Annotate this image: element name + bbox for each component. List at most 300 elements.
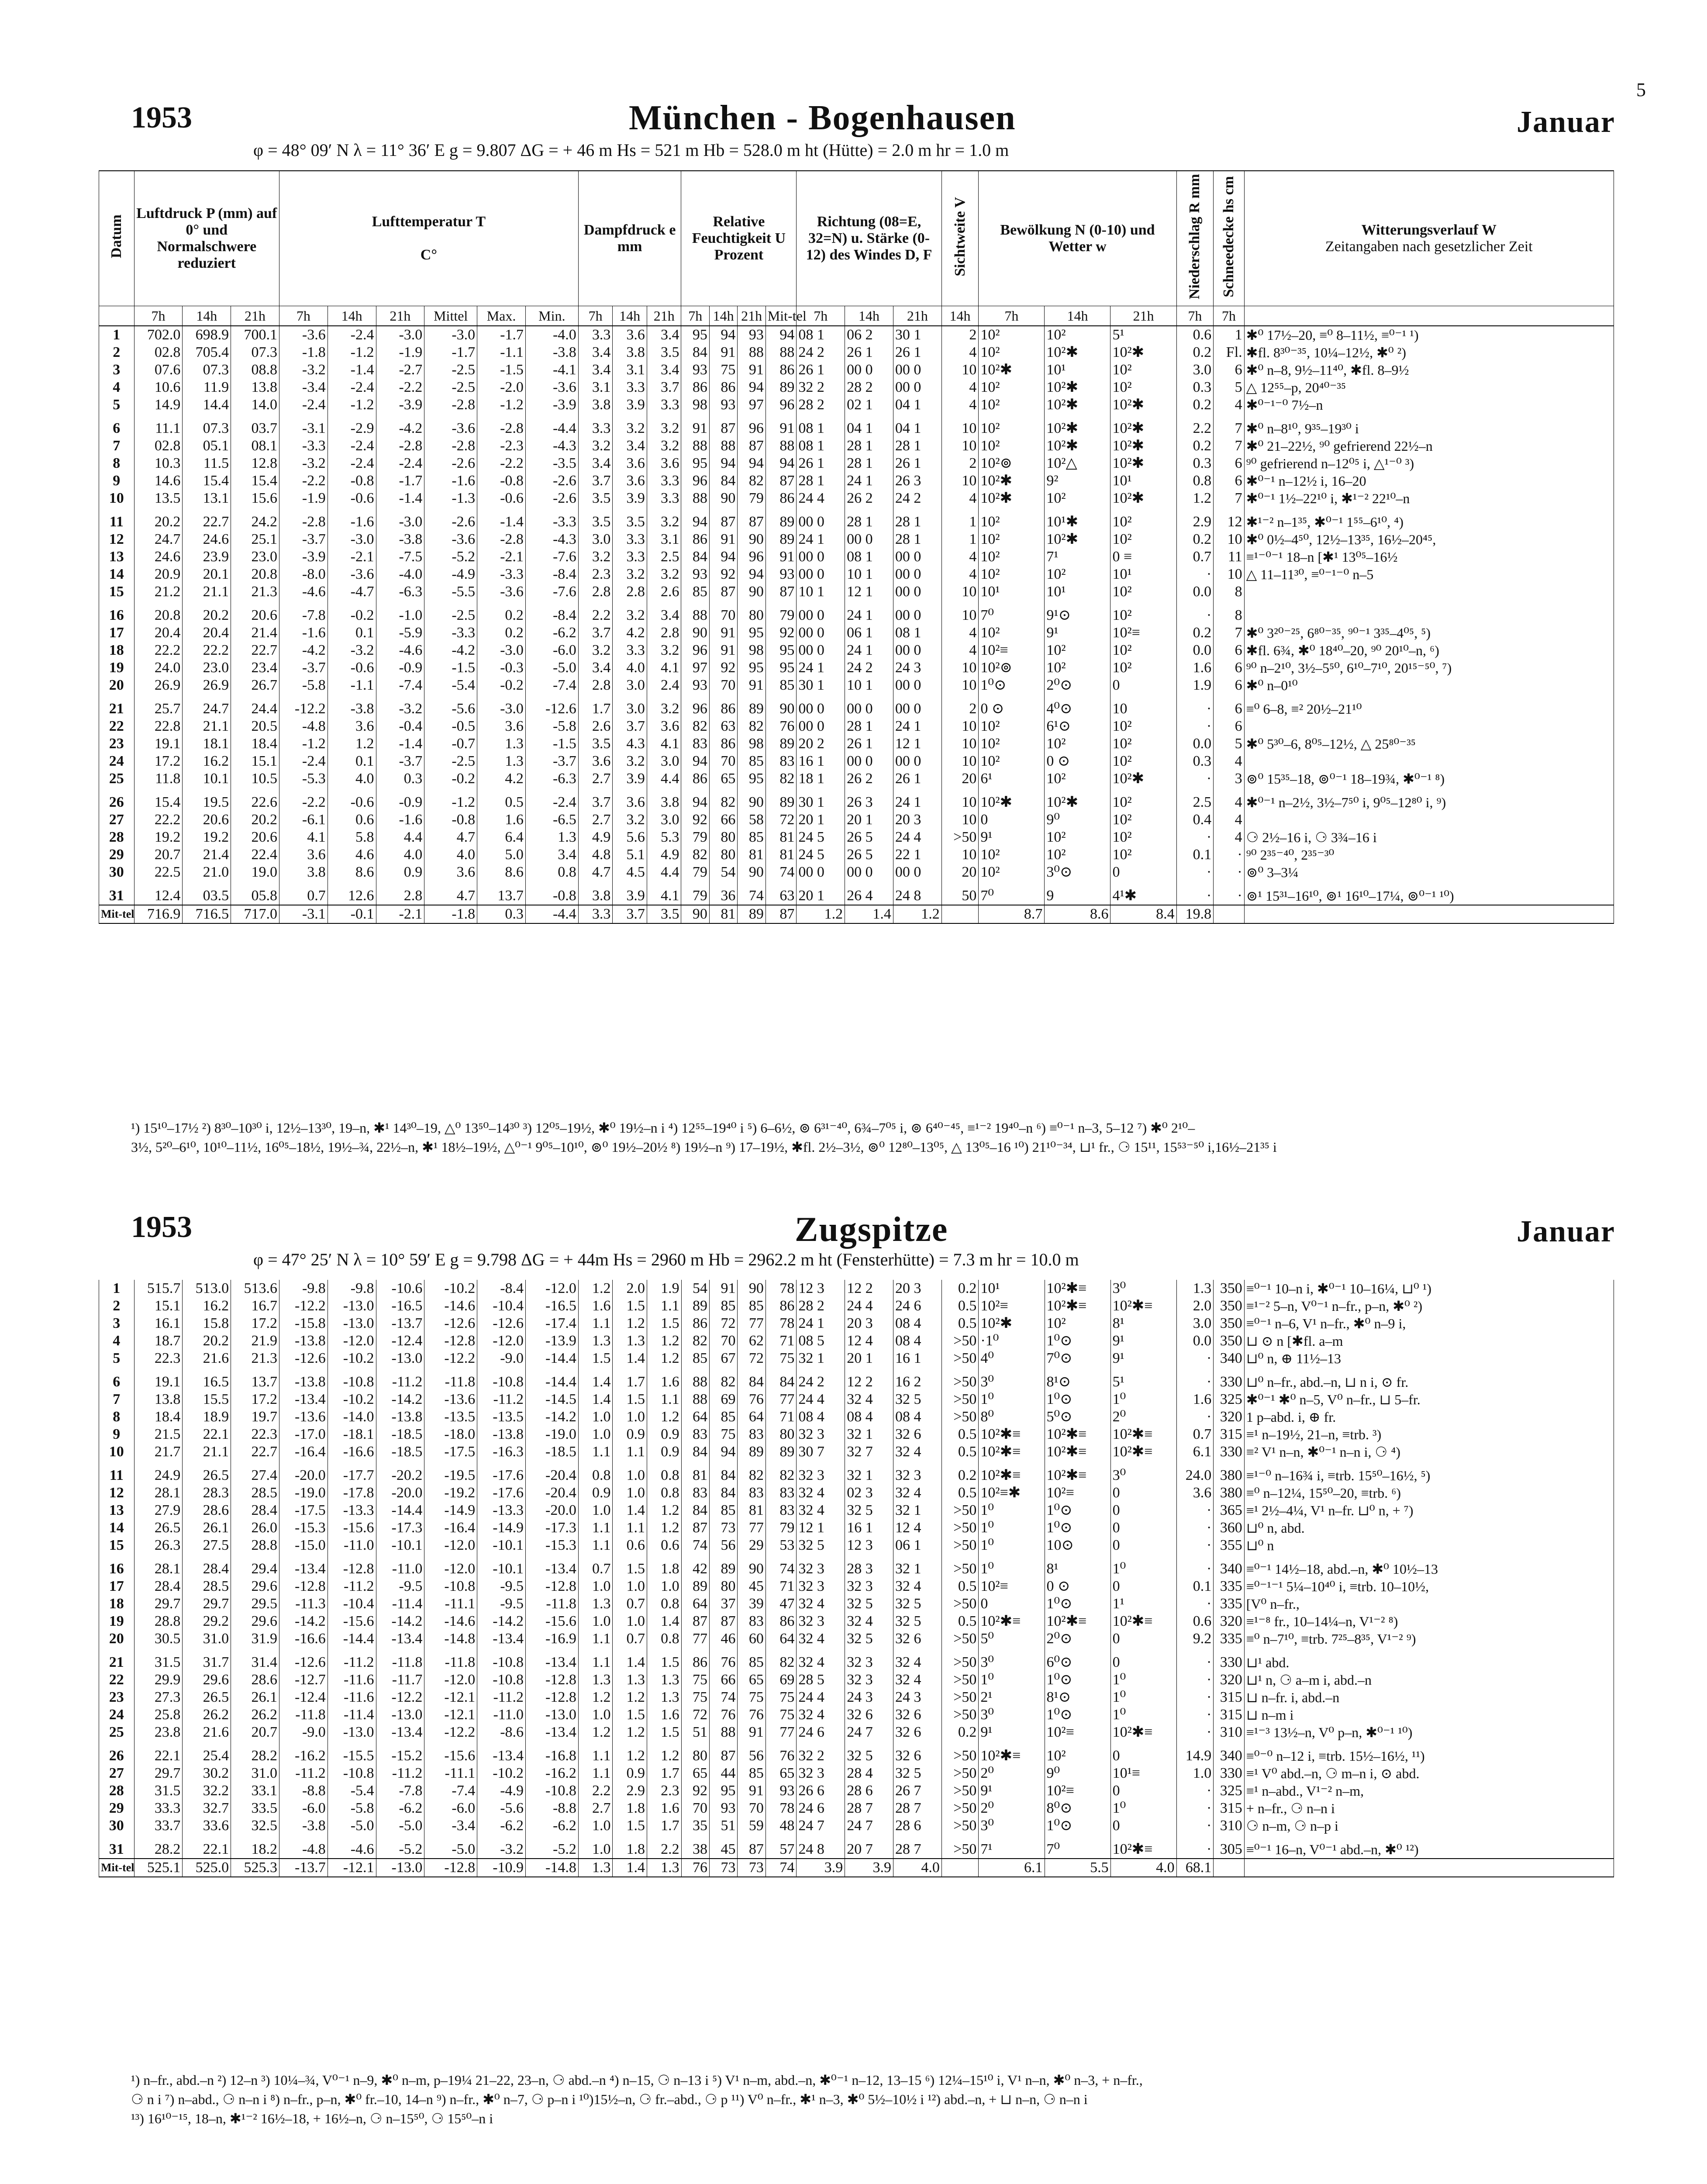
value-cell: -18.0 — [424, 1426, 477, 1443]
day-cell: 9 — [99, 1426, 134, 1443]
value-cell: 76 — [738, 1706, 766, 1724]
value-cell: -12.4 — [376, 1332, 424, 1350]
value-cell: 3.0 — [647, 753, 681, 770]
value-cell: -3.0 — [328, 531, 376, 548]
value-cell: 1.4 — [613, 1654, 647, 1671]
value-cell: 84 — [681, 344, 709, 361]
value-cell: 10² — [979, 753, 1045, 770]
mittel-row — [99, 1859, 1614, 1877]
value-cell: 69 — [710, 1391, 738, 1408]
value-cell: 10²✱ — [1045, 344, 1110, 361]
value-cell: 3.3 — [578, 326, 613, 344]
value-cell: 92 — [681, 811, 709, 829]
value-cell: 0.9 — [647, 1426, 682, 1443]
value-cell: 0.0 — [1176, 583, 1214, 601]
value-cell: 1.2 — [613, 1747, 647, 1765]
mittel-cell: 8.7 — [979, 905, 1045, 923]
value-cell: 92 — [766, 624, 797, 642]
value-cell: 24.9 — [134, 1467, 183, 1484]
value-cell: -5.3 — [279, 770, 328, 788]
value-cell: 18.2 — [231, 1841, 279, 1859]
value-cell: 00 0 — [797, 864, 845, 881]
munich-month: Januar — [1517, 105, 1615, 139]
weather-notes-cell: ✱¹⁻² n–1³⁵, ✱⁰⁻¹ 1⁵⁵–6¹⁰, ⁴) — [1244, 513, 1614, 531]
value-cell: 00 0 — [797, 548, 845, 566]
value-cell: · — [1176, 1560, 1214, 1578]
value-cell: 3.5 — [647, 344, 681, 361]
value-cell: -6.2 — [525, 624, 578, 642]
weather-notes-cell: ≡⁰⁻¹⁻¹ 5¼–10⁴⁰ i, ≡trb. 10–10½, — [1244, 1578, 1614, 1595]
value-cell: 94 — [738, 566, 766, 583]
value-cell: 22 1 — [893, 846, 941, 864]
value-cell: 0.8 — [647, 1630, 682, 1648]
table-row — [99, 420, 1614, 437]
value-cell: 1⁰⊙ — [1045, 1671, 1110, 1689]
value-cell: · — [1176, 1350, 1214, 1367]
value-cell: -3.3 — [477, 566, 526, 583]
value-cell: 94 — [766, 326, 797, 344]
value-cell: 22.2 — [134, 642, 183, 659]
value-cell: 2.5 — [1176, 794, 1214, 811]
value-cell: 3.2 — [578, 642, 613, 659]
value-cell: 24 3 — [893, 1689, 942, 1706]
value-cell: -2.4 — [279, 396, 328, 414]
value-cell: -17.5 — [279, 1502, 328, 1519]
value-cell: 85 — [738, 829, 766, 846]
value-cell: 39 — [738, 1595, 766, 1613]
value-cell: 81 — [738, 1502, 766, 1519]
value-cell: 32 3 — [797, 1578, 845, 1595]
value-cell: 2.3 — [647, 1782, 682, 1800]
value-cell: -3.4 — [424, 1817, 477, 1835]
footnote-line: ¹³) 16¹⁰⁻¹⁵, 18–n, ✱¹⁻² 16½–18, + 16½–n, ⚆ n–15⁵⁰, ⚆ 15⁵⁰–n i — [131, 2111, 493, 2126]
value-cell: 76 — [710, 1706, 738, 1724]
value-cell: 24.4 — [231, 700, 279, 718]
value-cell: 1.0 — [613, 1467, 647, 1484]
value-cell: 00 0 — [797, 624, 845, 642]
value-cell: -4.8 — [279, 718, 328, 735]
table-row — [99, 1595, 1614, 1613]
value-cell: -1.2 — [328, 396, 376, 414]
value-cell: 10²✱≡ — [979, 1747, 1045, 1765]
value-cell: -1.7 — [376, 472, 424, 490]
weather-notes-cell: ⊔⁰ n — [1244, 1537, 1614, 1554]
value-cell: 3.1 — [578, 379, 613, 396]
value-cell: 10²✱ — [979, 361, 1045, 379]
value-cell: -4.9 — [477, 1782, 526, 1800]
value-cell: 90 — [738, 864, 766, 881]
value-cell: 7⁰ — [1045, 1841, 1110, 1859]
value-cell: 94 — [681, 513, 709, 531]
value-cell: 4 — [941, 548, 979, 566]
value-cell: 3.5 — [613, 513, 647, 531]
value-cell: -13.5 — [477, 1408, 526, 1426]
value-cell: 26 1 — [797, 361, 845, 379]
value-cell: -4.3 — [525, 437, 578, 455]
value-cell: 10²✱ — [1110, 490, 1176, 507]
value-cell: 30 1 — [797, 794, 845, 811]
value-cell: 1.1 — [578, 1765, 613, 1782]
value-cell: 16 1 — [893, 1350, 942, 1367]
value-cell: 2.9 — [613, 1782, 647, 1800]
value-cell: 26 1 — [893, 770, 941, 788]
value-cell: -4.6 — [279, 583, 328, 601]
value-cell: 10²✱≡ — [1045, 1297, 1110, 1315]
value-cell: 29.7 — [134, 1765, 183, 1782]
value-cell: 27.9 — [134, 1502, 183, 1519]
value-cell: 08 1 — [893, 624, 941, 642]
table-row — [99, 1408, 1614, 1426]
day-cell: 25 — [99, 770, 134, 788]
value-cell: -11.6 — [328, 1671, 376, 1689]
value-cell: 0.5 — [941, 1297, 979, 1315]
value-cell: 20 7 — [845, 1841, 893, 1859]
value-cell: 21.0 — [183, 864, 231, 881]
value-cell: 0 — [1110, 864, 1176, 881]
day-cell: 18 — [99, 1595, 134, 1613]
value-cell: 1.3 — [578, 1671, 613, 1689]
value-cell: 10² — [979, 624, 1045, 642]
day-cell: 3 — [99, 361, 134, 379]
value-cell: 29.6 — [231, 1578, 279, 1595]
value-cell: 5¹ — [1110, 326, 1176, 344]
value-cell: · — [1176, 607, 1214, 624]
value-cell: -2.4 — [328, 437, 376, 455]
subheader-cell: 14h — [709, 306, 737, 326]
value-cell: 72 — [710, 1315, 738, 1332]
value-cell: 04 1 — [845, 420, 893, 437]
value-cell: 335 — [1214, 1595, 1245, 1613]
value-cell: 74 — [681, 1537, 709, 1554]
value-cell: 94 — [738, 455, 766, 472]
value-cell: 20.5 — [231, 718, 279, 735]
value-cell: 26 1 — [797, 455, 845, 472]
value-cell: 28 1 — [845, 513, 893, 531]
value-cell: 24 1 — [797, 659, 845, 677]
day-cell: 15 — [99, 583, 134, 601]
value-cell: -2.2 — [279, 472, 328, 490]
value-cell: 10² — [1110, 379, 1176, 396]
value-cell: -7.8 — [279, 607, 328, 624]
value-cell: 7⁰⊙ — [1045, 1350, 1110, 1367]
value-cell: 10²✱ — [1045, 420, 1110, 437]
value-cell: 05.1 — [183, 437, 231, 455]
value-cell: 3.0 — [613, 700, 647, 718]
value-cell: 1.2 — [613, 1315, 647, 1332]
value-cell: -1.8 — [279, 344, 328, 361]
value-cell: 0 ≡ — [1110, 548, 1176, 566]
value-cell: 28 1 — [845, 455, 893, 472]
table-row — [99, 718, 1614, 735]
value-cell: 20 3 — [893, 811, 941, 829]
value-cell: 32 1 — [893, 1560, 942, 1578]
value-cell: -1.0 — [376, 607, 424, 624]
value-cell: 15.1 — [231, 753, 279, 770]
value-cell: -13.4 — [279, 1560, 328, 1578]
weather-notes-cell: ⚆ n–m, ⚆ n–p i — [1244, 1817, 1614, 1835]
value-cell: 84 — [681, 1502, 709, 1519]
value-cell: 3⁰ — [979, 1706, 1045, 1724]
value-cell: 355 — [1214, 1537, 1245, 1554]
value-cell: 0 — [1110, 1502, 1176, 1519]
value-cell: 85 — [738, 1765, 766, 1782]
subheader-cell: 7h — [134, 306, 183, 326]
value-cell: 84 — [710, 1467, 738, 1484]
value-cell: -2.3 — [477, 437, 526, 455]
value-cell: 4 — [941, 396, 979, 414]
value-cell: 3.4 — [578, 361, 613, 379]
value-cell: 29.2 — [183, 1613, 231, 1630]
value-cell: 26 5 — [845, 846, 893, 864]
value-cell: 08 4 — [893, 1315, 942, 1332]
day-cell: 26 — [99, 794, 134, 811]
value-cell: 310 — [1214, 1817, 1245, 1835]
day-cell: 12 — [99, 531, 134, 548]
value-cell: 81 — [766, 829, 797, 846]
value-cell: 33.6 — [183, 1817, 231, 1835]
value-cell: 88 — [681, 437, 709, 455]
value-cell: 10²✱ — [1045, 531, 1110, 548]
value-cell: 10² — [1045, 566, 1110, 583]
weather-notes-cell: ≡⁰ 6–8, ≡² 20½–21¹⁰ — [1244, 700, 1614, 718]
value-cell: 22.7 — [231, 642, 279, 659]
value-cell: 1.5 — [647, 1654, 682, 1671]
value-cell: -17.5 — [424, 1443, 477, 1461]
value-cell: 1.0 — [578, 1502, 613, 1519]
value-cell: 87 — [709, 420, 737, 437]
value-cell: 20.4 — [134, 624, 183, 642]
value-cell: 1.0 — [613, 1613, 647, 1630]
value-cell: -1.7 — [477, 326, 526, 344]
col-dampfdruck: Dampfdruck e mm — [578, 171, 681, 306]
value-cell: 1.6 — [647, 1706, 682, 1724]
value-cell: 75 — [766, 1350, 797, 1367]
value-cell: 3.4 — [578, 455, 613, 472]
value-cell: 8⁰⊙ — [1045, 1800, 1110, 1817]
value-cell: -2.6 — [525, 490, 578, 507]
mittel-cell: 89 — [738, 905, 766, 923]
value-cell: -0.5 — [424, 718, 477, 735]
table-row — [99, 811, 1614, 829]
value-cell: 32 6 — [893, 1426, 942, 1443]
weather-notes-cell: ✱⁰⁻¹⁻⁰ 7½–n — [1244, 396, 1614, 414]
value-cell: 88 — [681, 1373, 709, 1391]
value-cell: 26.2 — [231, 1706, 279, 1724]
value-cell: 3.4 — [647, 607, 681, 624]
value-cell: -2.1 — [328, 548, 376, 566]
value-cell: 315 — [1214, 1689, 1245, 1706]
value-cell: 00 0 — [893, 566, 941, 583]
value-cell: 20 1 — [797, 811, 845, 829]
value-cell: 20 — [941, 770, 979, 788]
value-cell: 1.5 — [613, 1817, 647, 1835]
value-cell: 3.4 — [525, 846, 578, 864]
value-cell: 32 5 — [845, 1595, 893, 1613]
value-cell: 22.2 — [183, 642, 231, 659]
value-cell: 10 — [941, 420, 979, 437]
value-cell: 0.8 — [647, 1595, 682, 1613]
value-cell: 10²⊚ — [979, 455, 1045, 472]
value-cell: 22.7 — [231, 1443, 279, 1461]
value-cell: -13.0 — [328, 1724, 376, 1741]
value-cell: 32 5 — [845, 1502, 893, 1519]
subheader-cell: 7h — [279, 306, 328, 326]
value-cell: -7.6 — [525, 583, 578, 601]
value-cell: 08 5 — [797, 1332, 845, 1350]
value-cell: -20.4 — [526, 1467, 579, 1484]
weather-notes-cell: ✱⁰ n–8¹⁰, 9³⁵–19³⁰ i — [1244, 420, 1614, 437]
value-cell: 00 0 — [893, 607, 941, 624]
value-cell: 83 — [681, 1426, 709, 1443]
value-cell: -12.7 — [279, 1671, 328, 1689]
value-cell: -9.8 — [328, 1280, 376, 1297]
value-cell: 3.5 — [578, 735, 613, 753]
value-cell: 71 — [766, 1578, 797, 1595]
value-cell: 28 1 — [893, 531, 941, 548]
value-cell: -10.2 — [424, 1280, 477, 1297]
value-cell: 24 6 — [797, 1800, 845, 1817]
value-cell: 96 — [738, 548, 766, 566]
value-cell: 24.0 — [134, 659, 183, 677]
value-cell: 26.5 — [183, 1689, 231, 1706]
value-cell: 79 — [766, 607, 797, 624]
table-row — [99, 864, 1614, 881]
value-cell: 1.8 — [647, 1560, 682, 1578]
mittel-cell: 0.3 — [477, 905, 526, 923]
value-cell: -12.6 — [279, 1350, 328, 1367]
mittel-cell: -13.7 — [279, 1859, 328, 1877]
value-cell: 9.2 — [1176, 1630, 1214, 1648]
value-cell: 21.7 — [134, 1443, 183, 1461]
table-row — [99, 1332, 1614, 1350]
value-cell: 28 7 — [893, 1841, 942, 1859]
value-cell: 93 — [681, 566, 709, 583]
value-cell: -16.5 — [376, 1297, 424, 1315]
value-cell: 10²≡ — [979, 642, 1045, 659]
value-cell: -0.9 — [376, 659, 424, 677]
mittel-cell: -14.8 — [526, 1859, 579, 1877]
value-cell: >50 — [941, 1765, 979, 1782]
value-cell: 75 — [681, 1689, 709, 1706]
value-cell: 95 — [681, 326, 709, 344]
subheader-cell: 21h — [738, 306, 766, 326]
value-cell: · — [1176, 864, 1214, 881]
value-cell: -3.6 — [328, 566, 376, 583]
value-cell: -12.8 — [526, 1578, 579, 1595]
value-cell: 1.6 — [1176, 659, 1214, 677]
day-cell: 16 — [99, 1560, 134, 1578]
value-cell: 76 — [738, 1391, 766, 1408]
value-cell: 1⁰⊙ — [979, 677, 1045, 694]
value-cell: 0.6 — [613, 1537, 647, 1554]
value-cell: -13.4 — [477, 1747, 526, 1765]
value-cell: 95 — [681, 455, 709, 472]
weather-notes-cell: ✱⁰ 5³⁰–6, 8⁰⁵–12½, △ 25⁸⁰⁻³⁵ — [1244, 735, 1614, 753]
value-cell: 00 0 — [893, 753, 941, 770]
value-cell: -15.6 — [328, 1519, 376, 1537]
value-cell: 3.5 — [578, 513, 613, 531]
value-cell: -13.8 — [376, 1408, 424, 1426]
value-cell: 3.0 — [1176, 1315, 1214, 1332]
mittel-cell: 68.1 — [1176, 1859, 1214, 1877]
value-cell: 51 — [681, 1724, 709, 1741]
value-cell: 63 — [709, 718, 737, 735]
value-cell: 20.8 — [134, 607, 183, 624]
value-cell: 32 1 — [845, 1467, 893, 1484]
value-cell: 4 — [941, 490, 979, 507]
value-cell: 86 — [766, 1613, 797, 1630]
value-cell: 90 — [738, 794, 766, 811]
value-cell: 9¹ — [1110, 1332, 1176, 1350]
value-cell: -0.6 — [477, 490, 526, 507]
value-cell: 64 — [681, 1595, 709, 1613]
weather-notes-cell: ⊔⁰ n, ⊕ 11½–13 — [1244, 1350, 1614, 1367]
value-cell: -3.9 — [376, 396, 424, 414]
value-cell: 3.6 — [613, 794, 647, 811]
value-cell: 26.2 — [183, 1706, 231, 1724]
value-cell: 00 0 — [845, 864, 893, 881]
mittel-row — [99, 905, 1614, 923]
value-cell: -2.5 — [424, 753, 477, 770]
value-cell: 1⁰⊙ — [1045, 1332, 1110, 1350]
value-cell: -11.2 — [477, 1391, 526, 1408]
value-cell: 0.2 — [1176, 437, 1214, 455]
value-cell: 10²✱ — [979, 490, 1045, 507]
subheader-cell — [99, 306, 134, 326]
value-cell: 1⁰ — [979, 1502, 1045, 1519]
value-cell: 32 4 — [893, 1484, 942, 1502]
value-cell: 5⁰ — [979, 1630, 1045, 1648]
value-cell: 2⁰⊙ — [1045, 677, 1110, 694]
value-cell: 7⁰ — [979, 607, 1045, 624]
value-cell: 513.6 — [231, 1280, 279, 1297]
value-cell: -3.7 — [525, 753, 578, 770]
value-cell: 18.9 — [183, 1408, 231, 1426]
value-cell: 1.3 — [647, 1689, 682, 1706]
value-cell: 83 — [738, 1426, 766, 1443]
value-cell: 26.9 — [183, 677, 231, 694]
value-cell: 27.5 — [183, 1537, 231, 1554]
day-cell: 30 — [99, 1817, 134, 1835]
value-cell: 10¹ — [979, 583, 1045, 601]
col-niederschlag: Niederschlag R mm — [1176, 171, 1214, 306]
value-cell: 10² — [1110, 642, 1176, 659]
day-cell: 7 — [99, 1391, 134, 1408]
weather-notes-cell: ⊔ ⊙ n [✱fl. a–m — [1244, 1332, 1614, 1350]
value-cell: 21.1 — [183, 1443, 231, 1461]
value-cell: 72 — [681, 1706, 709, 1724]
value-cell: 11.8 — [134, 770, 183, 788]
value-cell: 3.8 — [279, 864, 328, 881]
value-cell: 23.0 — [183, 659, 231, 677]
value-cell: -13.0 — [376, 1706, 424, 1724]
value-cell: -7.8 — [376, 1782, 424, 1800]
value-cell: 38 — [681, 1841, 709, 1859]
value-cell: · — [1176, 829, 1214, 846]
value-cell: -1.3 — [424, 490, 477, 507]
value-cell: 32 4 — [797, 1630, 845, 1648]
value-cell: -1.9 — [279, 490, 328, 507]
value-cell: 0 ⊙ — [1045, 753, 1110, 770]
value-cell: 31.0 — [231, 1765, 279, 1782]
value-cell: 4⁰⊙ — [1045, 700, 1110, 718]
munich-footnotes — [131, 1118, 1616, 1157]
day-cell: 18 — [99, 642, 134, 659]
table-row — [99, 326, 1614, 344]
value-cell: 3.2 — [647, 437, 681, 455]
value-cell: 00 0 — [893, 642, 941, 659]
value-cell: 12 1 — [845, 583, 893, 601]
